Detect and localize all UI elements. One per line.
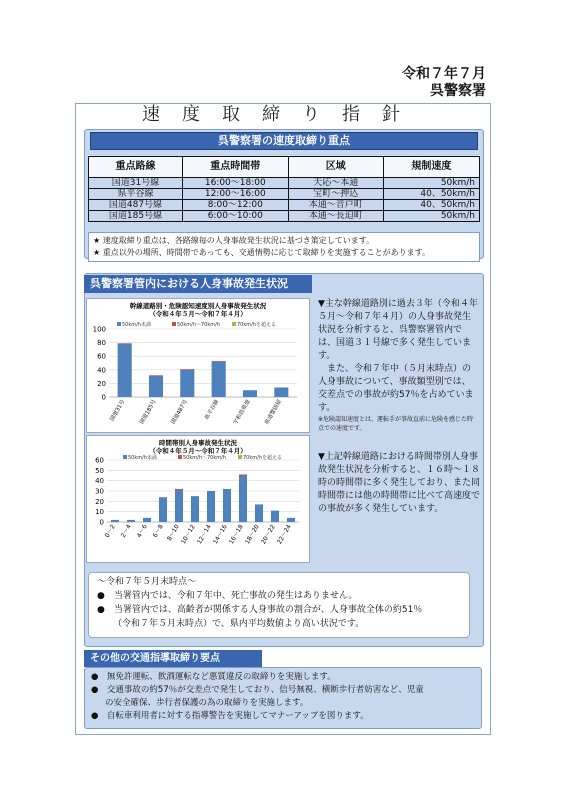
section1-notes xyxy=(88,232,480,262)
x-tick-label: 12～14 xyxy=(196,523,213,546)
issue-date: 令和７年７月 xyxy=(402,66,486,82)
x-tick-label: 2～4 xyxy=(119,523,133,539)
y-tick-label: 0 xyxy=(99,518,104,527)
x-tick-label: 6～8 xyxy=(151,523,165,539)
cell-area: 本通～長迫町 xyxy=(288,211,383,222)
y-tick-label: 60 xyxy=(97,352,106,361)
cell-time: 12:00～16:00 xyxy=(182,189,288,200)
bar xyxy=(255,504,263,522)
bar xyxy=(159,497,167,522)
bar xyxy=(149,375,163,376)
document-title: 速度取締り指針 xyxy=(142,104,422,125)
legend-swatch xyxy=(232,322,236,326)
status-callout xyxy=(88,572,470,638)
section2-header: 呉警察署管内における人身事故発生状況 xyxy=(84,275,312,293)
col-time: 重点時間帯 xyxy=(182,157,288,178)
cell-limit: 50km/h xyxy=(383,211,479,222)
table-row xyxy=(89,189,480,200)
bar xyxy=(287,518,295,522)
y-tick-label: 20 xyxy=(95,497,104,506)
priority-routes-table xyxy=(88,156,480,222)
bar xyxy=(212,362,226,397)
table-row xyxy=(89,178,480,189)
time-accident-chart xyxy=(86,435,310,563)
x-tick-label: 18～20 xyxy=(244,523,261,546)
list-item: ● 無免許運転、飲酒運転など悪質違反の取締りを実施します。 xyxy=(91,672,336,682)
callout-item: （令和７年５月末時点）で、県内平均数値より高い状況です。 xyxy=(113,619,365,629)
cell-limit: 40、50km/h xyxy=(383,200,479,211)
bar xyxy=(212,361,226,362)
time-chart-svg xyxy=(87,436,309,562)
route-accident-chart xyxy=(86,298,310,433)
bar xyxy=(175,489,183,490)
legend-label: 50km/h未満 xyxy=(122,322,151,328)
x-tick-label: 10～12 xyxy=(180,523,197,546)
x-tick-label: 県道警固屋 xyxy=(264,399,284,426)
list-item: ● 交通事故の約57％が交差点で発生しており、信号無視、横断歩行者妨害など、児童 xyxy=(91,685,424,695)
analysis-paragraph: また、令和７年中（５月末時点）の人身事故について、事故類型別では、交差点での事故が約57％を占めています。 xyxy=(318,364,474,413)
cell-route: 国道31号線 xyxy=(89,178,183,189)
y-tick-label: 0 xyxy=(101,393,106,402)
col-limit: 規制速度 xyxy=(383,157,479,178)
legend-swatch xyxy=(123,455,127,459)
x-tick-label: 16～18 xyxy=(228,523,245,546)
cell-limit: 50km/h xyxy=(383,178,479,189)
route-chart-svg xyxy=(87,299,309,432)
callout-title: ～令和７年５月末時点～ xyxy=(97,577,197,587)
bar xyxy=(274,387,288,397)
chart-subtitle: （令和４年５月～令和７年４月） xyxy=(149,310,247,318)
bar xyxy=(271,511,279,522)
chart-title: 幹線道路別・危険認知速度別人身事故発生状況 xyxy=(129,302,267,310)
header-date-block xyxy=(402,66,486,100)
legend-swatch xyxy=(172,322,176,326)
cell-area: 宝町～押込 xyxy=(288,189,383,200)
cell-area: 天応～本通 xyxy=(288,178,383,189)
y-tick-label: 20 xyxy=(97,379,106,388)
cell-route: 国道487号線 xyxy=(89,200,183,211)
chart-title: 時間帯別人身事故発生状況 xyxy=(159,439,237,447)
analysis-text-1 xyxy=(318,298,478,433)
table-row xyxy=(89,200,480,211)
section1-header: 呉警察署の速度取締り重点 xyxy=(90,132,478,150)
cell-time: 16:00～18:00 xyxy=(182,178,288,189)
legend-label: 50km/h未満 xyxy=(128,455,157,461)
cell-route: 国道185号線 xyxy=(89,211,183,222)
cell-area: 本通～音戸町 xyxy=(288,200,383,211)
x-tick-label: 8～10 xyxy=(165,523,181,543)
bar xyxy=(118,343,132,344)
bar xyxy=(149,376,163,397)
y-tick-label: 40 xyxy=(97,366,106,375)
x-tick-label: 国道185号 xyxy=(139,399,158,426)
x-tick-label: 20～22 xyxy=(260,523,277,546)
x-tick-label: 県平谷線 xyxy=(204,399,221,422)
bar xyxy=(223,489,231,522)
y-tick-label: 60 xyxy=(95,456,104,465)
x-tick-label: 14～16 xyxy=(212,523,229,546)
issuer-name: 呉警察署 xyxy=(430,83,486,99)
bar xyxy=(180,369,194,370)
x-tick-label: 0～2 xyxy=(103,523,117,539)
bar xyxy=(239,474,247,475)
x-tick-label: 4～6 xyxy=(135,523,149,539)
x-tick-label: 宇和島県道 xyxy=(232,399,252,426)
col-route: 重点路線 xyxy=(89,157,183,178)
chart-subtitle: （令和４年５月～令和７年４月） xyxy=(149,447,247,455)
y-tick-label: 10 xyxy=(95,508,104,517)
cell-time: 6:00～10:00 xyxy=(182,211,288,222)
x-tick-label: 国道31号 xyxy=(109,399,127,423)
cell-route: 県平谷線 xyxy=(89,189,183,200)
bar xyxy=(207,491,215,522)
note-item: ★ 速度取締り重点は、各路線毎の人身事故発生状況に基づき策定しています。 xyxy=(93,236,375,245)
y-tick-label: 80 xyxy=(97,339,106,348)
col-area: 区域 xyxy=(288,157,383,178)
bar xyxy=(143,518,151,522)
y-tick-label: 50 xyxy=(95,466,104,475)
y-tick-label: 100 xyxy=(92,325,106,334)
bar xyxy=(175,490,183,522)
bar xyxy=(118,344,132,397)
note-item: ★ 重点以外の場所、時間帯であっても、交通情勢に応じて取締りを実施することがあります。 xyxy=(93,248,430,257)
callout-item: ● 当署管内では、令和７年中、死亡事故の発生はありません。 xyxy=(97,591,358,601)
analysis-text-2: ▼上記幹線道路における時間帯別人身事故発生状況を分析すると、１６時～１８時の時間帯に多く発生しており、また同時間帯には他の時間帯に比べて高速度での事故が多く発生しています。 xyxy=(318,452,481,514)
y-tick-label: 40 xyxy=(95,477,104,486)
legend-swatch xyxy=(238,455,242,459)
cell-time: 8:00～12:00 xyxy=(182,200,288,211)
x-tick-label: 22～24 xyxy=(276,523,293,546)
legend-label: 50km/h～70km/h xyxy=(177,322,220,328)
bar xyxy=(127,520,135,522)
callout-item: ● 当署管内では、高齢者が関係する人身事故の割合が、人身事故全体の約51％ xyxy=(97,605,423,615)
x-tick-label: 国道487号 xyxy=(170,399,190,426)
list-item: ● 自転車利用者に対する指導警告を実施してマナーアップを図ります。 xyxy=(91,711,369,721)
section3-header: その他の交通指導取締り要点 xyxy=(84,650,262,667)
analysis-note: ※危険認知速度とは、運転手が事故直前に危険を感じた時点での速度です。 xyxy=(318,416,474,432)
y-tick-label: 30 xyxy=(95,487,104,496)
table-row xyxy=(89,211,480,222)
legend-label: 50km/h～70km/h xyxy=(183,455,226,461)
cell-limit: 40、50km/h xyxy=(383,189,479,200)
legend-label: 70km/hを超える xyxy=(237,322,276,328)
other-enforcement-section xyxy=(84,667,482,729)
bar xyxy=(111,520,119,522)
analysis-paragraph: ▼主な幹線道路別に過去３年（令和４年５月～令和７年４月）の人身事故発生状況を分析すると、呉警察署管内では、国道３１号線で多く発生しています。 xyxy=(318,299,478,361)
legend-label: 70km/hを超える xyxy=(243,455,282,461)
bar xyxy=(243,390,257,397)
legend-swatch xyxy=(178,455,182,459)
table-header-row xyxy=(89,157,480,178)
bar xyxy=(191,496,199,522)
legend-swatch xyxy=(117,322,121,326)
bar xyxy=(239,476,247,523)
list-item: の安全確保、歩行者保護の為の取締りを実施します。 xyxy=(105,698,309,708)
bar xyxy=(180,370,194,397)
